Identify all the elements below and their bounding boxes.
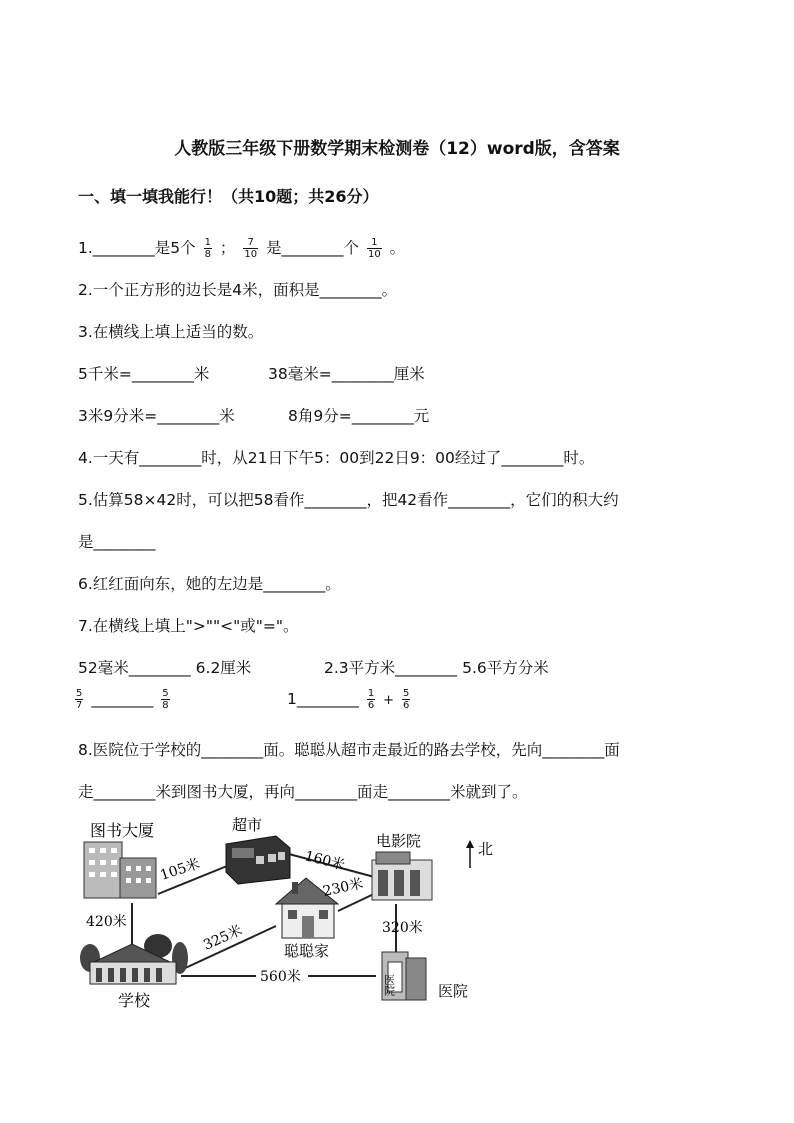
q3-item-d: 8角9分=________元: [288, 407, 430, 425]
q1-text-b: 是________个: [266, 239, 360, 257]
q7-item-a: 52毫米________ 6.2厘米: [78, 659, 252, 677]
map-label-supermarket: 超市: [232, 816, 263, 834]
library-building-icon: [84, 842, 156, 898]
q7-item-b: 2.3平方米________ 5.6平方分米: [324, 659, 549, 677]
map-label-school: 学校: [118, 991, 151, 1010]
fraction: $\frac{5}{6}$: [402, 688, 410, 711]
map-label-north: 北: [478, 840, 494, 858]
page-title: 人教版三年级下册数学期末检测卷（12）word版，含答案: [174, 139, 620, 159]
q1-separator: ；: [219, 239, 236, 257]
north-arrow-icon: [466, 840, 474, 868]
q7-item-d: [287, 688, 413, 711]
q7-item-c: [72, 688, 173, 711]
fraction: $\frac{1}{6}$: [367, 688, 375, 711]
section-heading: 一、填一填我能行！（共10题；共26分）: [78, 187, 379, 206]
fraction: $\frac{1}{10}$: [367, 237, 381, 260]
q3-item-a: 5千米=________米: [78, 365, 210, 383]
plus-sign: +: [383, 693, 395, 708]
map-label-hospital: 医院: [438, 982, 469, 1000]
distance-160: 160米: [303, 848, 347, 874]
question-8-cont: 走________米到图书大厦，再向________面走________米就到了。: [78, 783, 528, 801]
question-7: 7.在横线上填上">""<"或"="。: [78, 617, 299, 635]
fraction: $\frac{7}{10}$: [244, 237, 258, 260]
question-5-cont: 是________: [78, 533, 156, 551]
distance-105: 105米: [158, 855, 202, 884]
q7d-text: 1________: [287, 690, 359, 708]
distance-325: 325米: [201, 922, 245, 954]
q3-item-c: 3米9分米=________米: [78, 407, 235, 425]
fraction: $\frac{1}{8}$: [204, 237, 211, 260]
fraction: $\frac{5}{7}$: [76, 688, 83, 711]
question-5: 5.估算58×42时，可以把58看作________，把42看作________，它们的积大约: [78, 491, 619, 509]
question-8: 8.医院位于学校的________面。聪聪从超市走最近的路去学校，先向________面: [78, 741, 620, 759]
school-building-icon: [80, 934, 188, 984]
distance-420: 420米: [86, 914, 127, 930]
q7c-blank: ________: [91, 690, 154, 708]
fraction: $\frac{5}{8}$: [162, 688, 169, 711]
distance-560: 560米: [260, 969, 301, 985]
cinema-building-icon: [372, 852, 432, 900]
map-label-cinema: 电影院: [376, 832, 422, 850]
question-3: 3.在横线上填上适当的数。: [78, 323, 264, 341]
question-6: 6.红红面向东，她的左边是________。: [78, 575, 341, 593]
q1-text-a: 1.________是5个: [78, 239, 196, 257]
map-label-home: 聪聪家: [284, 942, 330, 960]
q1-end: 。: [389, 239, 406, 257]
hospital-sign: 医院: [382, 974, 396, 996]
distance-230: 230米: [321, 875, 365, 900]
question-2: 2.一个正方形的边长是4米，面积是________。: [78, 281, 398, 299]
map-label-library: 图书大厦: [90, 821, 155, 840]
distance-320: 320米: [382, 920, 423, 936]
map-figure: [76, 808, 526, 1018]
question-1: [78, 236, 405, 260]
q3-item-b: 38毫米=________厘米: [268, 365, 425, 383]
supermarket-building-icon: [226, 836, 290, 884]
question-4: 4.一天有________时，从21日下午5：00到22日9：00经过了________时。: [78, 449, 595, 467]
